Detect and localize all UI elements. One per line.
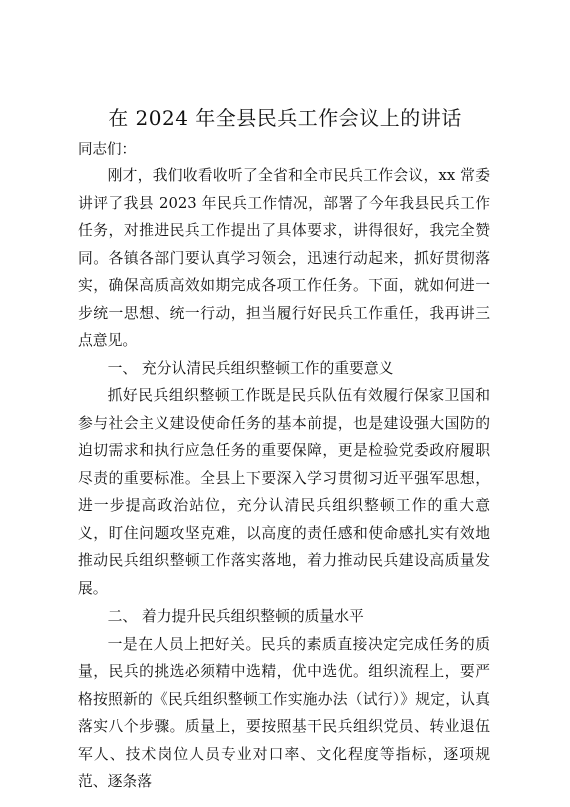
section-heading-1: 一、 充分认清民兵组织整顿工作的重要意义 — [107, 359, 394, 377]
salutation: 同志们： — [78, 142, 136, 158]
paragraph-section-2: 一是在人员上把好关。民兵的素质直接决定完成任务的质量，民兵的挑选必须精中选精，优中选优。组织流程上，要严格按照新的《民兵组织整顿工作实施办法（试行）》规定，认真落实八个步骤。质量上，要按照基干民兵组织党员、转业退伍军人、技术岗位人员专业对口率、文化程度等指标，逐项规范、逐条落 — [78, 635, 490, 790]
section-heading-2: 二、 着力提升民兵组织整顿的质量水平 — [107, 608, 364, 625]
paragraph-intro: 刚才，我们收看收听了全省和全市民兵工作会议，xx 常委讲评了我县 2023 年民兵工作情况，部署了今年我县民兵工作任务，对推进民兵工作提出了具体要求，讲得很好，我完全赞同。各镇各部门要认真学习领会，迅速行动起来，抓好贯彻落实，确保高质高效如期完成各项工作任务。下面，就如何进一步统一思想、统一行动，担当履行好民兵工作重任，我再讲三点意见。 — [78, 167, 490, 349]
document-body — [78, 162, 490, 796]
document-title: 在 2024 年全县民兵工作会议上的讲话 — [108, 106, 462, 130]
paragraph-section-1: 抓好民兵组织整顿工作既是民兵队伍有效履行保家卫国和参与社会主义建设使命任务的基本前提，也是建设强大国防的迫切需求和执行应急任务的重要保障，更是检验党委政府履职尽责的重要标准。全县上下要深入学习贯彻习近平强军思想，进一步提高政治站位，充分认清民兵组织整顿工作的重大意义，盯住问题攻坚克难，以高度的责任感和使命感扎实有效地推动民兵组织整顿工作落实落地，着力推动民兵建设高质量发展。 — [78, 387, 490, 597]
